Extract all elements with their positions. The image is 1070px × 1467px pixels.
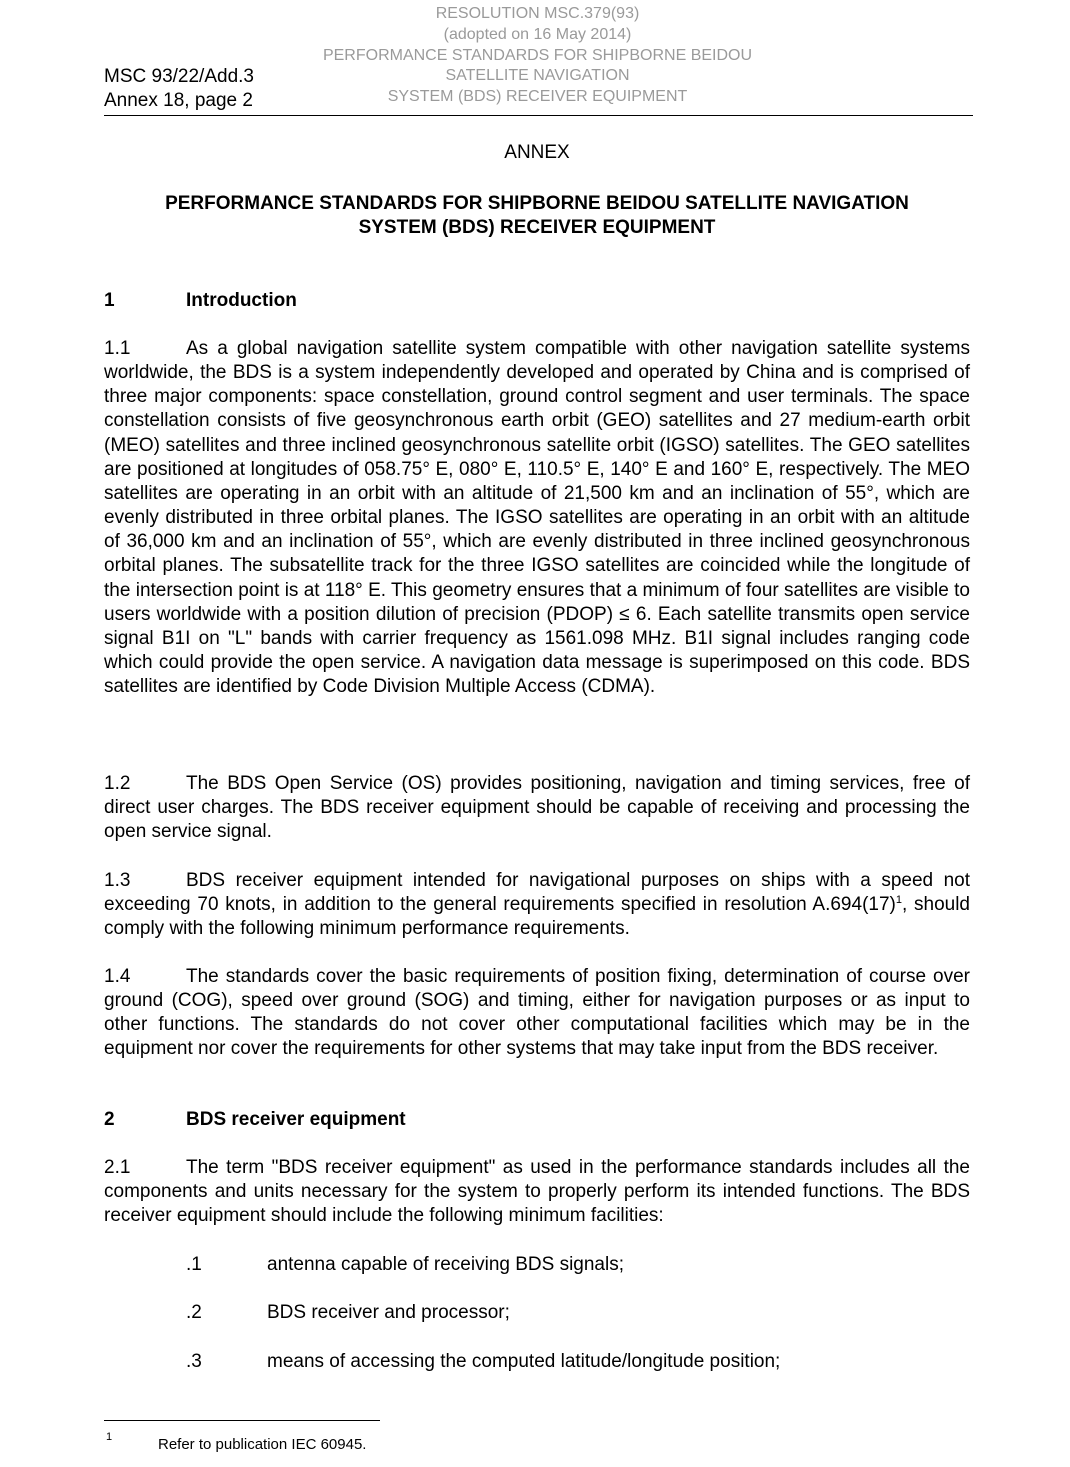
paragraph-number: 2.1	[104, 1157, 131, 1178]
section-title: Introduction	[186, 290, 297, 311]
paragraph-text: BDS receiver equipment intended for navigational purposes on ships with a speed not exceeding 70 knots, in addition to the general requirements specified in resolution A.694(17)	[104, 870, 970, 916]
paragraph-1-1	[104, 337, 970, 699]
list-item-text: antenna capable of receiving BDS signals;	[267, 1254, 625, 1275]
paragraph-text: The BDS Open Service (OS) provides positioning, navigation and timing services, free of direct user charges. The BDS receiver equipment should be capable of receiving and processing the open service signal.	[104, 773, 970, 843]
page-title-line-2: SYSTEM (BDS) RECEIVER EQUIPMENT	[358, 217, 716, 239]
section-number: 2	[104, 1109, 115, 1130]
footnote-reference: 1	[895, 894, 902, 907]
header-title-line-3: SYSTEM (BDS) RECEIVER EQUIPMENT	[387, 88, 688, 106]
paragraph-number: 1.1	[104, 338, 131, 359]
footnote-text: Refer to publication IEC 60945.	[158, 1436, 367, 1453]
section-number: 1	[104, 290, 115, 311]
list-item-number: .3	[186, 1351, 202, 1372]
footnote-number: 1	[106, 1431, 113, 1443]
header-adopted-date: (adopted on 16 May 2014)	[443, 25, 632, 43]
section-heading-bds-receiver-equipment	[104, 1108, 406, 1132]
paragraph-text: The term "BDS receiver equipment" as used in the performance standards includes all the components and units necessary for the system to properly perform its intended functions. The BDS receiver equipment should include the following minimum facilities:	[104, 1157, 970, 1227]
page-title	[104, 192, 970, 240]
running-header	[280, 4, 795, 108]
header-divider	[104, 115, 973, 116]
paragraph-number: 1.3	[104, 870, 131, 891]
header-title-line-1: PERFORMANCE STANDARDS FOR SHIPBORNE BEIDOU	[322, 46, 753, 64]
header-title-line-2: SATELLITE NAVIGATION	[445, 67, 630, 85]
paragraph-2-1	[104, 1156, 970, 1228]
list-item-text: means of accessing the computed latitude/longitude position;	[267, 1351, 781, 1372]
annex-label: ANNEX	[504, 142, 570, 163]
document-reference	[104, 65, 254, 113]
paragraph-number: 1.2	[104, 773, 131, 794]
paragraph-text: As a global navigation satellite system compatible with other navigation satellite systems worldwide, the BDS is a system independently developed and operated by China and is comprised of three major components: space constellation, ground control segment and user terminals. The space constellation consists of five geosynchronous earth orbit (GEO) satellites and 27 medium-earth orbit (MEO) satellites and three inclined geosynchronous satellite orbit (IGSO) satellites. The GEO satellites are positioned at longitudes of 058.75° E, 080° E, 110.5° E, 140° E and 160° E, respectively. The MEO satellites are operating in an orbit with an altitude of 21,500 km and an inclination of 55°, which are evenly distributed in three orbital planes. The IGSO satellites are operating in an orbit with an altitude of 36,000 km and an inclination of 55°, which are evenly distributed in three inclined geosynchronous orbital planes. The subsatellite track for the three IGSO satellites are coincided while the longitude of the intersection point is at 118° E. This geometry ensures that a minimum of four satellites are visible to users worldwide with a position dilution of precision (PDOP) ≤ 6. Each satellite transmits open service signal B1I on "L" bands with carrier frequency as 1561.098 MHz. B1I signal includes ranging code which could provide the open service. A navigation data message is superimposed on this code. BDS satellites are identified by Code Division Multiple Access (CDMA).	[104, 338, 970, 698]
paragraph-number: 1.4	[104, 966, 131, 987]
paragraph-text: The standards cover the basic requirements of position fixing, determination of course over ground (COG), speed over ground (SOG) and timing, either for navigation purposes or as input to other functions. The standards do not cover other computational facilities which may be in the equipment nor cover the requirements for other systems that may take input from the BDS receiver.	[104, 966, 970, 1060]
paragraph-text-continued: , should comply with the following minimum performance requirements.	[104, 894, 971, 940]
paragraph-1-3	[104, 869, 970, 941]
section-heading-introduction	[104, 289, 297, 313]
doc-ref: MSC 93/22/Add.3	[104, 66, 254, 87]
page-ref: Annex 18, page 2	[104, 90, 253, 111]
page-title-line-1: PERFORMANCE STANDARDS FOR SHIPBORNE BEIDOU SATELLITE NAVIGATION	[165, 193, 909, 214]
list-item-number: .1	[186, 1254, 202, 1275]
paragraph-1-4	[104, 965, 970, 1062]
footnote-divider	[104, 1420, 380, 1421]
list-item-number: .2	[186, 1302, 202, 1323]
header-resolution: RESOLUTION MSC.379(93)	[435, 5, 640, 22]
list-item	[186, 1350, 780, 1374]
list-item-text: BDS receiver and processor;	[267, 1302, 510, 1323]
list-item	[186, 1301, 510, 1325]
list-item	[186, 1253, 624, 1277]
section-title: BDS receiver equipment	[186, 1109, 406, 1130]
paragraph-1-2	[104, 772, 970, 844]
